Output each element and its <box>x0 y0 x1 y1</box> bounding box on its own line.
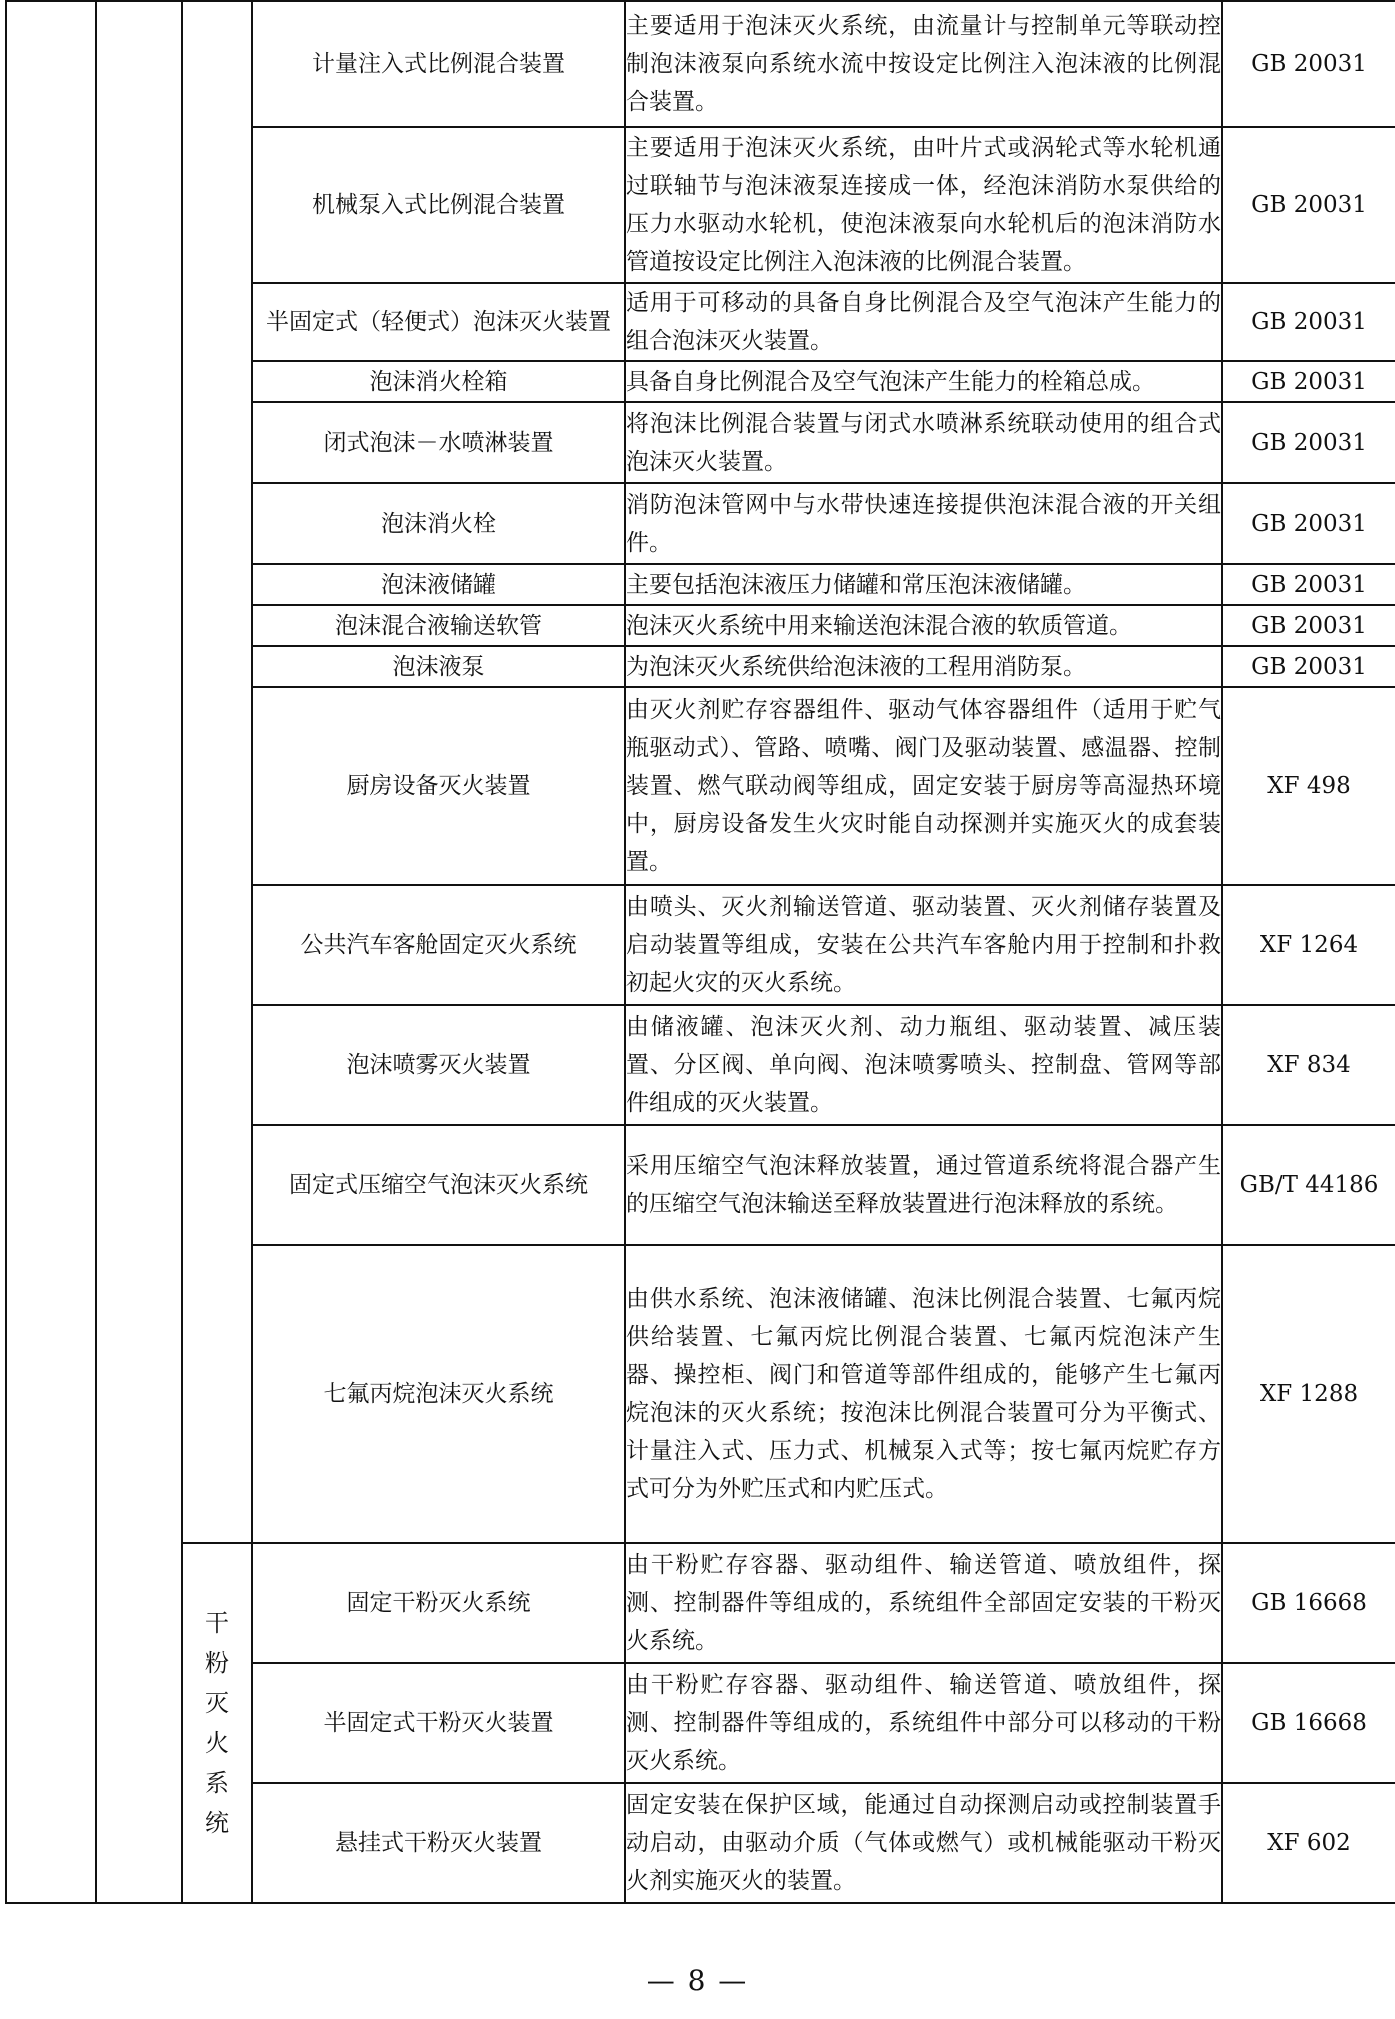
table-row <box>6 1543 1395 1663</box>
product-description: 由干粉贮存容器、驱动组件、输送管道、喷放组件，探测、控制器件等组成的，系统组件全部固定安装的干粉灭火系统。 <box>625 1543 1222 1663</box>
product-name: 泡沫混合液输送软管 <box>252 605 625 646</box>
standard-code: GB 20031 <box>1222 1 1395 127</box>
standard-code: XF 1264 <box>1222 885 1395 1005</box>
category-label: 干粉灭火系统 <box>205 1609 229 1837</box>
product-name: 公共汽车客舱固定灭火系统 <box>252 885 625 1005</box>
category-cell-blank <box>182 1 252 1543</box>
product-description: 由灭火剂贮存容器组件、驱动气体容器组件（适用于贮气瓶驱动式）、管路、喷嘴、阀门及驱动装置、感温器、控制装置、燃气联动阀等组成，固定安装于厨房等高湿热环境中，厨房设备发生火灾时能自动探测并实施灭火的成套装置。 <box>625 687 1222 885</box>
product-description: 主要适用于泡沫灭火系统，由流量计与控制单元等联动控制泡沫液泵向系统水流中按设定比例注入泡沫液的比例混合装置。 <box>625 1 1222 127</box>
product-description: 由供水系统、泡沫液储罐、泡沫比例混合装置、七氟丙烷供给装置、七氟丙烷比例混合装置、七氟丙烷泡沫产生器、操控柜、阀门和管道等部件组成的，能够产生七氟丙烷泡沫的灭火系统；按泡沫比例混合装置可分为平衡式、计量注入式、压力式、机械泵入式等；按七氟丙烷贮存方式可分为外贮压式和内贮压式。 <box>625 1245 1222 1543</box>
product-name: 泡沫消火栓箱 <box>252 361 625 402</box>
product-name: 悬挂式干粉灭火装置 <box>252 1783 625 1903</box>
standard-code: GB 20031 <box>1222 361 1395 402</box>
table-body <box>6 1 1395 1903</box>
product-name: 泡沫液储罐 <box>252 564 625 605</box>
standard-code: GB/T 44186 <box>1222 1125 1395 1245</box>
product-description: 适用于可移动的具备自身比例混合及空气泡沫产生能力的组合泡沫灭火装置。 <box>625 283 1222 361</box>
standard-code: GB 20031 <box>1222 646 1395 687</box>
product-name: 固定式压缩空气泡沫灭火系统 <box>252 1125 625 1245</box>
product-name: 机械泵入式比例混合装置 <box>252 127 625 283</box>
standard-code: XF 602 <box>1222 1783 1395 1903</box>
product-description: 固定安装在保护区域，能通过自动探测启动或控制装置手动启动，由驱动介质（气体或燃气）或机械能驱动干粉灭火剂实施灭火的装置。 <box>625 1783 1222 1903</box>
product-name: 半固定式（轻便式）泡沫灭火装置 <box>252 283 625 361</box>
product-name: 泡沫喷雾灭火装置 <box>252 1005 625 1125</box>
standard-code: GB 20031 <box>1222 564 1395 605</box>
product-name: 闭式泡沫－水喷淋装置 <box>252 402 625 483</box>
standard-code: GB 20031 <box>1222 283 1395 361</box>
product-description: 由储液罐、泡沫灭火剂、动力瓶组、驱动装置、减压装置、分区阀、单向阀、泡沫喷雾喷头、控制盘、管网等部件组成的灭火装置。 <box>625 1005 1222 1125</box>
product-description: 由干粉贮存容器、驱动组件、输送管道、喷放组件，探测、控制器件等组成的，系统组件中部分可以移动的干粉灭火系统。 <box>625 1663 1222 1783</box>
product-description: 消防泡沫管网中与水带快速连接提供泡沫混合液的开关组件。 <box>625 483 1222 564</box>
standard-code: XF 834 <box>1222 1005 1395 1125</box>
product-name: 计量注入式比例混合装置 <box>252 1 625 127</box>
product-description: 泡沫灭火系统中用来输送泡沫混合液的软质管道。 <box>625 605 1222 646</box>
product-description: 为泡沫灭火系统供给泡沫液的工程用消防泵。 <box>625 646 1222 687</box>
standard-code: GB 20031 <box>1222 483 1395 564</box>
standard-code: GB 20031 <box>1222 605 1395 646</box>
product-table <box>5 0 1395 1904</box>
table-row <box>6 1 1395 127</box>
product-description: 主要适用于泡沫灭火系统，由叶片式或涡轮式等水轮机通过联轴节与泡沫液泵连接成一体，经泡沫消防水泵供给的压力水驱动水轮机，使泡沫液泵向水轮机后的泡沫消防水管道按设定比例注入泡沫液的比例混合装置。 <box>625 127 1222 283</box>
product-description: 采用压缩空气泡沫释放装置，通过管道系统将混合器产生的压缩空气泡沫输送至释放装置进行泡沫释放的系统。 <box>625 1125 1222 1245</box>
standard-code: XF 1288 <box>1222 1245 1395 1543</box>
product-name: 泡沫消火栓 <box>252 483 625 564</box>
standard-code: GB 16668 <box>1222 1543 1395 1663</box>
standard-code: GB 20031 <box>1222 127 1395 283</box>
level1-cell <box>6 1 96 1903</box>
product-description: 由喷头、灭火剂输送管道、驱动装置、灭火剂储存装置及启动装置等组成，安装在公共汽车客舱内用于控制和扑救初起火灾的灭火系统。 <box>625 885 1222 1005</box>
level2-cell <box>96 1 182 1903</box>
standard-code: GB 20031 <box>1222 402 1395 483</box>
product-name: 固定干粉灭火系统 <box>252 1543 625 1663</box>
product-description: 将泡沫比例混合装置与闭式水喷淋系统联动使用的组合式泡沫灭火装置。 <box>625 402 1222 483</box>
product-description: 主要包括泡沫液压力储罐和常压泡沫液储罐。 <box>625 564 1222 605</box>
product-description: 具备自身比例混合及空气泡沫产生能力的栓箱总成。 <box>625 361 1222 402</box>
page-number: — 8 — <box>646 1964 749 1997</box>
product-name: 厨房设备灭火装置 <box>252 687 625 885</box>
product-name: 半固定式干粉灭火装置 <box>252 1663 625 1783</box>
standard-code: XF 498 <box>1222 687 1395 885</box>
standard-code: GB 16668 <box>1222 1663 1395 1783</box>
product-name: 泡沫液泵 <box>252 646 625 687</box>
product-name: 七氟丙烷泡沫灭火系统 <box>252 1245 625 1543</box>
category-cell <box>182 1543 252 1903</box>
